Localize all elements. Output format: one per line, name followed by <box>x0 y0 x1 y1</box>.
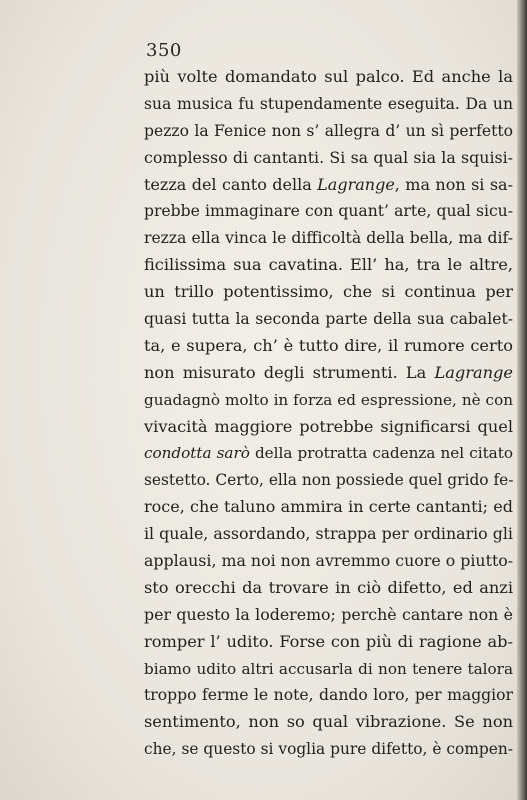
text-line: sestetto. Certo, ella non possiede quel grido fe- <box>144 471 514 490</box>
page-number: 350 <box>146 40 182 61</box>
text-line: non misurato degli strumenti. La Lagrange <box>144 362 513 382</box>
text-line: guadagnò molto in forza ed espressione, nè con <box>144 390 513 409</box>
text-line: pezzo la Fenice non s’ allegra d’ un sì perfetto <box>144 121 513 140</box>
text-line: il quale, assordando, strappa per ordinario gli <box>144 524 513 544</box>
text-line: complesso di cantanti. Si sa qual sia la squisi- <box>144 147 513 167</box>
text-line: rezza ella vinca le difficoltà della bella, ma dif- <box>144 229 513 248</box>
text-line: più volte domandato sul palco. Ed anche la <box>144 67 513 86</box>
text-line: romper l’ udito. Forse con più di ragione ab- <box>144 631 513 651</box>
text-line: un trillo potentissimo, che si continua per <box>144 282 513 302</box>
text-line: tezza del canto della Lagrange, ma non si sa- <box>144 174 513 194</box>
text-line: roce, che taluno ammira in certe cantanti; ed <box>144 497 513 517</box>
body-text <box>144 64 513 763</box>
text-line: quasi tutta la seconda parte della sua cabalet- <box>144 310 513 329</box>
text-line: ficilissima sua cavatina. Ell’ ha, tra le altre, <box>144 255 513 275</box>
text-line: che, se questo si voglia pure difetto, è compen- <box>144 740 513 759</box>
text-line: sua musica fu stupendamente eseguita. Da un <box>144 94 513 113</box>
text-line: condotta sarò della protratta cadenza nel citato <box>144 444 513 463</box>
text-line: applausi, ma noi non avremmo cuore o piutto- <box>144 551 514 571</box>
text-line: sto orecchi da trovare in ciò difetto, ed anzi <box>144 577 513 597</box>
text-line: per questo la loderemo; perchè cantare non è <box>144 604 513 624</box>
page-edge-shadow <box>517 0 527 800</box>
text-line: vivacità maggiore potrebbe significarsi quel <box>144 416 513 436</box>
text-line: prebbe immaginare con quant’ arte, qual sicu- <box>144 202 513 221</box>
text-line: sentimento, non so qual vibrazione. Se non <box>144 712 513 732</box>
text-line: ta, e supera, ch’ è tutto dire, il rumore certo <box>144 335 513 355</box>
text-line: biamo udito altri accusarla di non tenere talora <box>144 659 513 678</box>
text-line: troppo ferme le note, dando loro, per maggior <box>144 686 513 705</box>
